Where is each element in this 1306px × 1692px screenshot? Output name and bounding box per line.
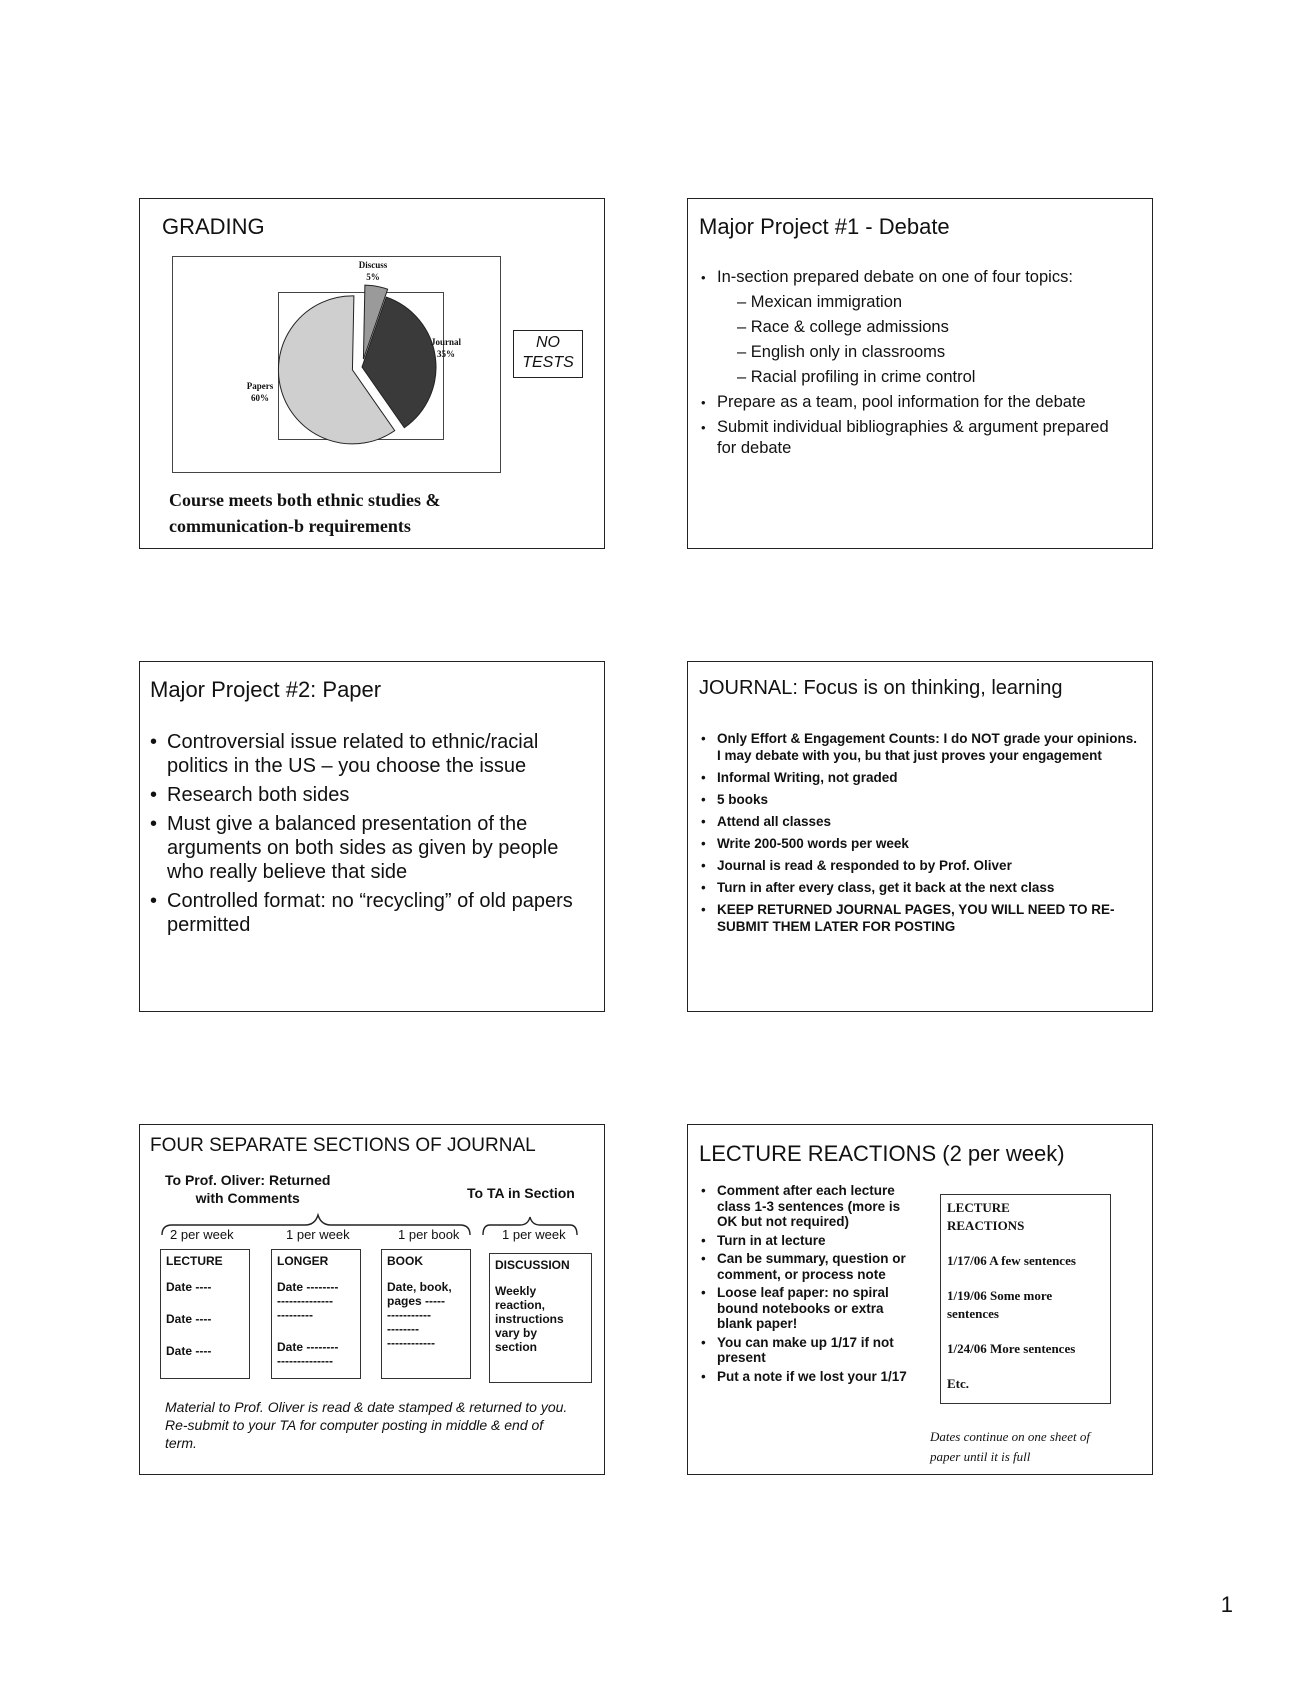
debate-bullets bbox=[701, 267, 1111, 463]
bullet-item: • Only Effort & Engagement Counts: I do NOT grade your opinions. I may debate with you, bu that just proves your engagement bbox=[701, 730, 1141, 764]
bullet-item: • Research both sides bbox=[150, 783, 590, 807]
to-ta-label: To TA in Section bbox=[467, 1185, 575, 1201]
slide-title: LECTURE REACTIONS (2 per week) bbox=[699, 1141, 1065, 1166]
slide-paper bbox=[139, 661, 605, 1012]
journal-bullets bbox=[701, 730, 1141, 940]
bullet-item: • Controversial issue related to ethnic/racial politics in the US – you choose the issue bbox=[150, 730, 590, 778]
freq-lecture: 2 per week bbox=[170, 1227, 234, 1242]
slide-lecture-reactions bbox=[687, 1124, 1153, 1475]
freq-book: 1 per book bbox=[398, 1227, 460, 1242]
bullet-item: • Must give a balanced presentation of the arguments on both sides as given by people who really believe that side bbox=[150, 812, 590, 884]
no-tests-box: NO TESTS bbox=[513, 330, 583, 378]
bullet-item: • Submit individual bibliographies & argument prepared for debate bbox=[701, 417, 1111, 459]
bullet-item: • You can make up 1/17 if not present bbox=[701, 1335, 921, 1366]
bullet-item: • In-section prepared debate on one of four topics: bbox=[701, 267, 1111, 288]
sub-bullet-item: – Race & college admissions bbox=[737, 318, 949, 336]
label-papers: Papers 60% bbox=[246, 381, 274, 403]
label-discuss: Discuss 5% bbox=[358, 260, 388, 282]
slide-title: FOUR SEPARATE SECTIONS OF JOURNAL bbox=[150, 1135, 536, 1156]
bullet-item: • Controlled format: no “recycling” of old papers permitted bbox=[150, 889, 590, 937]
slide-journal bbox=[687, 661, 1153, 1012]
bullet-item: • Put a note if we lost your 1/17 bbox=[701, 1369, 921, 1385]
sub-bullet-item: – Mexican immigration bbox=[737, 293, 903, 311]
bullet-item: • 5 books bbox=[701, 791, 1141, 808]
slide-grading bbox=[139, 198, 605, 549]
freq-discussion: 1 per week bbox=[502, 1227, 566, 1242]
label-journal: Journal 35% bbox=[430, 337, 461, 359]
paper-bullets bbox=[150, 730, 590, 942]
requirements-note: Course meets both ethnic studies & communication-b requirements bbox=[169, 490, 441, 536]
bullet-item: • KEEP RETURNED JOURNAL PAGES, YOU WILL NEED TO RE-SUBMIT THEM LATER FOR POSTING bbox=[701, 901, 1141, 935]
slide-title: Major Project #2: Paper bbox=[150, 677, 382, 702]
slide-debate bbox=[687, 198, 1153, 549]
bullet-item: • Turn in after every class, get it back at the next class bbox=[701, 879, 1141, 896]
journal-footer-note: Material to Prof. Oliver is read & date stamped & returned to you. Re-submit to your TA for computer posting in middle & end of term. bbox=[165, 1399, 568, 1451]
discussion-section-box: DISCUSSION Weekly reaction, instructions vary by section bbox=[489, 1253, 592, 1383]
bullet-item: • Write 200-500 words per week bbox=[701, 835, 1141, 852]
sub-bullet-item: – English only in classrooms bbox=[737, 343, 946, 361]
sample-reaction-sheet: LECTURE REACTIONS 1/17/06 A few sentences 1/19/06 Some more sentences 1/24/06 More sentences Etc. bbox=[940, 1194, 1111, 1404]
slide-title: JOURNAL: Focus is on thinking, learning bbox=[699, 677, 1063, 699]
book-section-box: BOOK Date, book, pages ----- ----------- -------- ------------ bbox=[381, 1249, 471, 1379]
bullet-item: • Turn in at lecture bbox=[701, 1233, 921, 1249]
slide-four-sections bbox=[139, 1124, 605, 1475]
slide-title: Major Project #1 - Debate bbox=[699, 214, 950, 239]
bullet-item: • Prepare as a team, pool information for the debate bbox=[701, 392, 1111, 413]
bullet-item: • Attend all classes bbox=[701, 813, 1141, 830]
longer-section-box: LONGER Date -------- -------------- --------- Date -------- -------------- bbox=[271, 1249, 361, 1379]
sub-bullet-item: – Racial profiling in crime control bbox=[737, 368, 976, 386]
bullet-item: • Informal Writing, not graded bbox=[701, 769, 1141, 786]
sheet-caption: Dates continue on one sheet of paper until it is full bbox=[930, 1429, 1090, 1464]
bullet-item: • Can be summary, question or comment, or process note bbox=[701, 1251, 921, 1282]
bullet-item: • Loose leaf paper: no spiral bound notebooks or extra blank paper! bbox=[701, 1285, 921, 1332]
bullet-item: • Journal is read & responded to by Prof. Oliver bbox=[701, 857, 1141, 874]
page-number: 1 bbox=[1220, 1592, 1233, 1617]
lecture-section-box: LECTURE Date ---- Date ---- Date ---- bbox=[160, 1249, 250, 1379]
lecture-reaction-bullets bbox=[701, 1183, 921, 1387]
freq-longer: 1 per week bbox=[286, 1227, 350, 1242]
slide-title: GRADING bbox=[162, 214, 265, 239]
bullet-item: • Comment after each lecture class 1-3 sentences (more is OK but not required) bbox=[701, 1183, 921, 1230]
to-prof-label: To Prof. Oliver: Returned with Comments bbox=[165, 1172, 331, 1206]
